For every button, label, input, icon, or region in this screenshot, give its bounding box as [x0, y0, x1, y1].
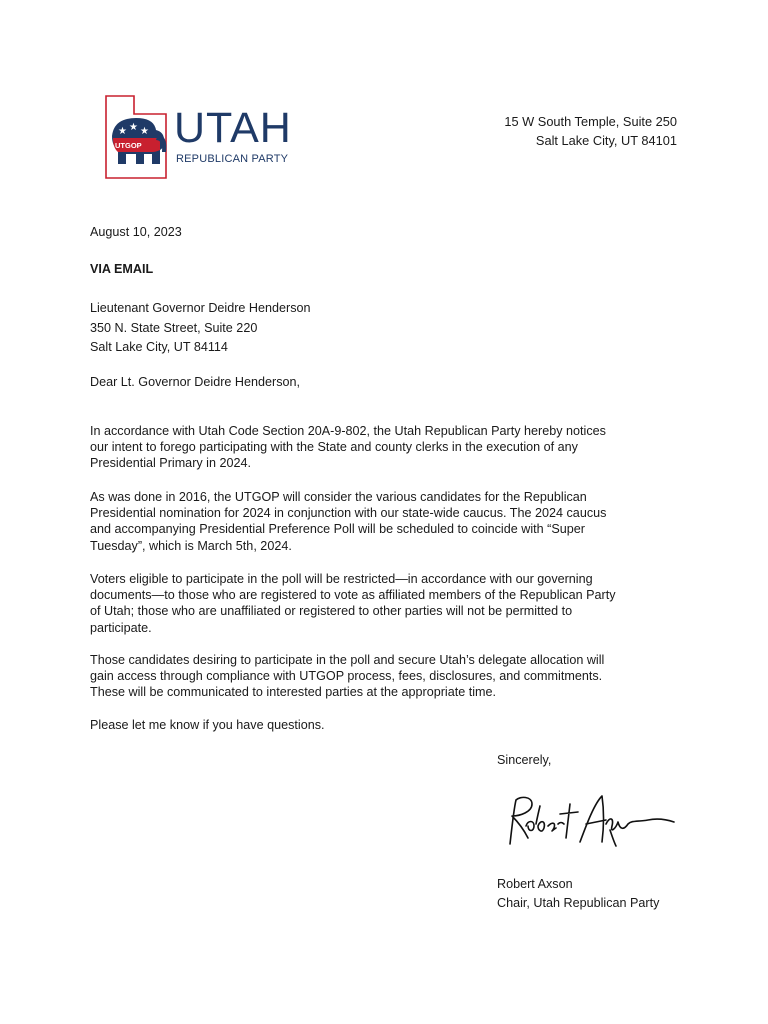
salutation: Dear Lt. Governor Deidre Henderson, [90, 375, 300, 389]
paragraph-line: gain access through compliance with UTGOP process, fees, disclosures, and commitments. [90, 669, 603, 684]
recipient-name: Lieutenant Governor Deidre Henderson [90, 301, 311, 315]
paragraph-line: Please let me know if you have questions. [90, 718, 325, 732]
paragraph-line: Presidential nomination for 2024 in conjunction with our state-wide caucus. The 2024 caucus [90, 506, 607, 521]
body-paragraph-5 [90, 717, 680, 733]
body-paragraph-3 [90, 571, 680, 636]
recipient-city: Salt Lake City, UT 84114 [90, 340, 228, 354]
paragraph-line: of Utah; those who are unaffiliated or registered to other parties will not be permitted to [90, 604, 573, 619]
paragraph-line: Voters eligible to participate in the poll will be restricted—in accordance with our governing [90, 572, 593, 586]
closing: Sincerely, [497, 753, 552, 767]
paragraph-line: participate. [90, 620, 152, 635]
body-paragraph-4 [90, 652, 680, 701]
logo-badge-text: UTGOP [115, 141, 142, 150]
paragraph-line: Tuesday”, which is March 5th, 2024. [90, 538, 292, 553]
logo-subtitle: REPUBLICAN PARTY [176, 153, 289, 165]
letter-date: August 10, 2023 [90, 225, 182, 239]
paragraph-line: documents—to those who are registered to vote as affiliated members of the Republican Party [90, 588, 616, 603]
party-logo [104, 94, 304, 180]
paragraph-line: Presidential Primary in 2024. [90, 456, 251, 471]
svg-text:★: ★ [129, 122, 138, 133]
paragraph-line: our intent to forego participating with the State and county clerks in the execution of any [90, 440, 578, 455]
body-paragraph-1 [90, 423, 680, 472]
sender-address-line2: Salt Lake City, UT 84101 [535, 133, 677, 148]
paragraph-line: These will be communicated to interested parties at the appropriate time. [90, 685, 497, 700]
signer-name: Robert Axson [497, 877, 573, 891]
signer-title: Chair, Utah Republican Party [497, 896, 660, 910]
svg-text:★: ★ [140, 126, 149, 137]
paragraph-line: Those candidates desiring to participate in the poll and secure Utah’s delegate allocation will [90, 653, 605, 667]
paragraph-line: and accompanying Presidential Preference Poll will be scheduled to coincide with “Super [90, 522, 585, 537]
recipient-address [90, 299, 311, 358]
utah-elephant-logo-icon [104, 94, 174, 180]
delivery-method: VIA EMAIL [90, 262, 154, 276]
svg-text:★: ★ [118, 126, 127, 137]
sender-address [504, 112, 677, 150]
handwritten-signature [498, 786, 678, 856]
recipient-street: 350 N. State Street, Suite 220 [90, 320, 258, 335]
signer-block [497, 875, 659, 913]
paragraph-line: As was done in 2016, the UTGOP will consider the various candidates for the Republican [90, 490, 587, 504]
logo-name: UTAH [174, 104, 292, 152]
paragraph-line: In accordance with Utah Code Section 20A-9-802, the Utah Republican Party hereby notices [90, 424, 606, 438]
sender-address-line1: 15 W South Temple, Suite 250 [504, 114, 677, 129]
body-paragraph-2 [90, 489, 680, 554]
signature-name: Robert Axson [498, 786, 505, 787]
